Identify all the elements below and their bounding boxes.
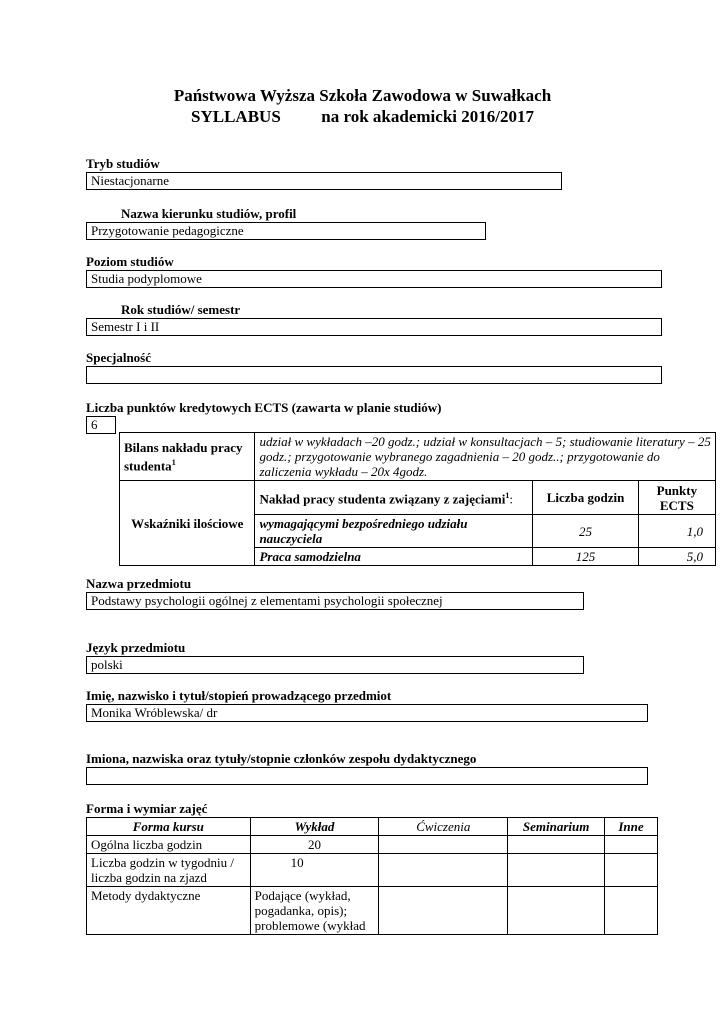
poziom-label: Poziom studiów: [86, 254, 174, 269]
forma-row: [87, 887, 658, 935]
ects-row-label: Praca samodzielna: [255, 548, 533, 566]
bilans-label: Bilans nakładu pracy studenta: [124, 439, 243, 474]
naklad-colon: :: [509, 491, 513, 507]
forma-table: [86, 817, 658, 935]
school-name: Państwowa Wyższa Szkoła Zawodowa w Suwałkach: [173, 86, 552, 105]
poziom-field: Studia podyplomowe: [86, 270, 662, 288]
prowadzacy-label: Imię, nazwisko i tytuł/stopień prowadzącego przedmiot: [86, 688, 392, 703]
jezyk-field: polski: [86, 656, 584, 674]
ects-row-points: 5,0: [638, 548, 715, 566]
kierunek-label: Nazwa kierunku studiów, profil: [121, 206, 297, 221]
specjalnosc-label: Specjalność: [86, 350, 151, 365]
forma-header: Inne: [605, 818, 658, 836]
forma-label: Forma i wymiar zajęć: [86, 801, 208, 816]
academic-year: na rok akademicki 2016/2017: [321, 107, 534, 126]
wskazniki-label: Wskaźniki ilościowe: [120, 481, 255, 566]
forma-row-label: Metody dydaktyczne: [87, 887, 251, 935]
tryb-field: Niestacjonarne: [86, 172, 562, 190]
forma-header: Forma kursu: [87, 818, 251, 836]
naklad-footnote: 1: [505, 491, 510, 501]
ects-row-hours: 125: [533, 548, 638, 566]
forma-row-label: Ogólna liczba godzin: [87, 836, 251, 854]
forma-header: Wykład: [250, 818, 379, 836]
kierunek-field: Przygotowanie pedagogiczne: [86, 222, 486, 240]
forma-row-wyklad: 10: [250, 854, 379, 887]
forma-row-label: Liczba godzin w tygodniu / liczba godzin na zjazd: [87, 854, 251, 887]
ects-field: 6: [86, 416, 116, 434]
naklad-header: [255, 481, 533, 515]
naklad-header-text: Nakład pracy studenta związany z zajęciami: [259, 491, 506, 507]
ects-row-points: 1,0: [638, 515, 715, 548]
syllabus-title: [0, 107, 725, 127]
syllabus-label: SYLLABUS: [191, 107, 281, 126]
punkty-header: Punkty ECTS: [638, 481, 715, 515]
specjalnosc-field: [86, 366, 662, 384]
forma-row: [87, 836, 658, 854]
prowadzacy-field: Monika Wróblewska/ dr: [86, 704, 648, 722]
zespol-label: Imiona, nazwiska oraz tytuły/stopnie członków zespołu dydaktycznego: [86, 751, 477, 766]
ects-row-label: wymagającymi bezpośredniego udziału nauczyciela: [255, 515, 533, 548]
rok-field: Semestr I i II: [86, 318, 662, 336]
forma-header: Ćwiczenia: [379, 818, 508, 836]
zespol-field: [86, 767, 648, 785]
forma-row-wyklad: 20: [250, 836, 379, 854]
tryb-label: Tryb studiów: [86, 156, 160, 171]
jezyk-label: Język przedmiotu: [86, 640, 186, 655]
bilans-text: udział w wykładach –20 godz.; udział w konsultacjach – 5; studiowanie literatury – 25 godz.; przygotowanie wybranego zagadnienia – 20 godz..; przygotowanie do zaliczenia wykładu – 20x 4godz.: [255, 433, 716, 481]
godzin-header: Liczba godzin: [533, 481, 638, 515]
rok-label: Rok studiów/ semestr: [121, 302, 241, 317]
forma-header: Seminarium: [508, 818, 605, 836]
forma-row-wyklad: Podające (wykład, pogadanka, opis); problemowe (wykład: [250, 887, 379, 935]
ects-table: [119, 432, 716, 566]
przedmiot-field: Podstawy psychologii ogólnej z elementami psychologii społecznej: [86, 592, 584, 610]
przedmiot-label: Nazwa przedmiotu: [86, 576, 192, 591]
ects-label: Liczba punktów kredytowych ECTS (zawarta w planie studiów): [86, 400, 442, 415]
forma-row: [87, 854, 658, 887]
bilans-cell: [120, 433, 255, 481]
bilans-footnote: 1: [171, 457, 176, 467]
ects-row-hours: 25: [533, 515, 638, 548]
